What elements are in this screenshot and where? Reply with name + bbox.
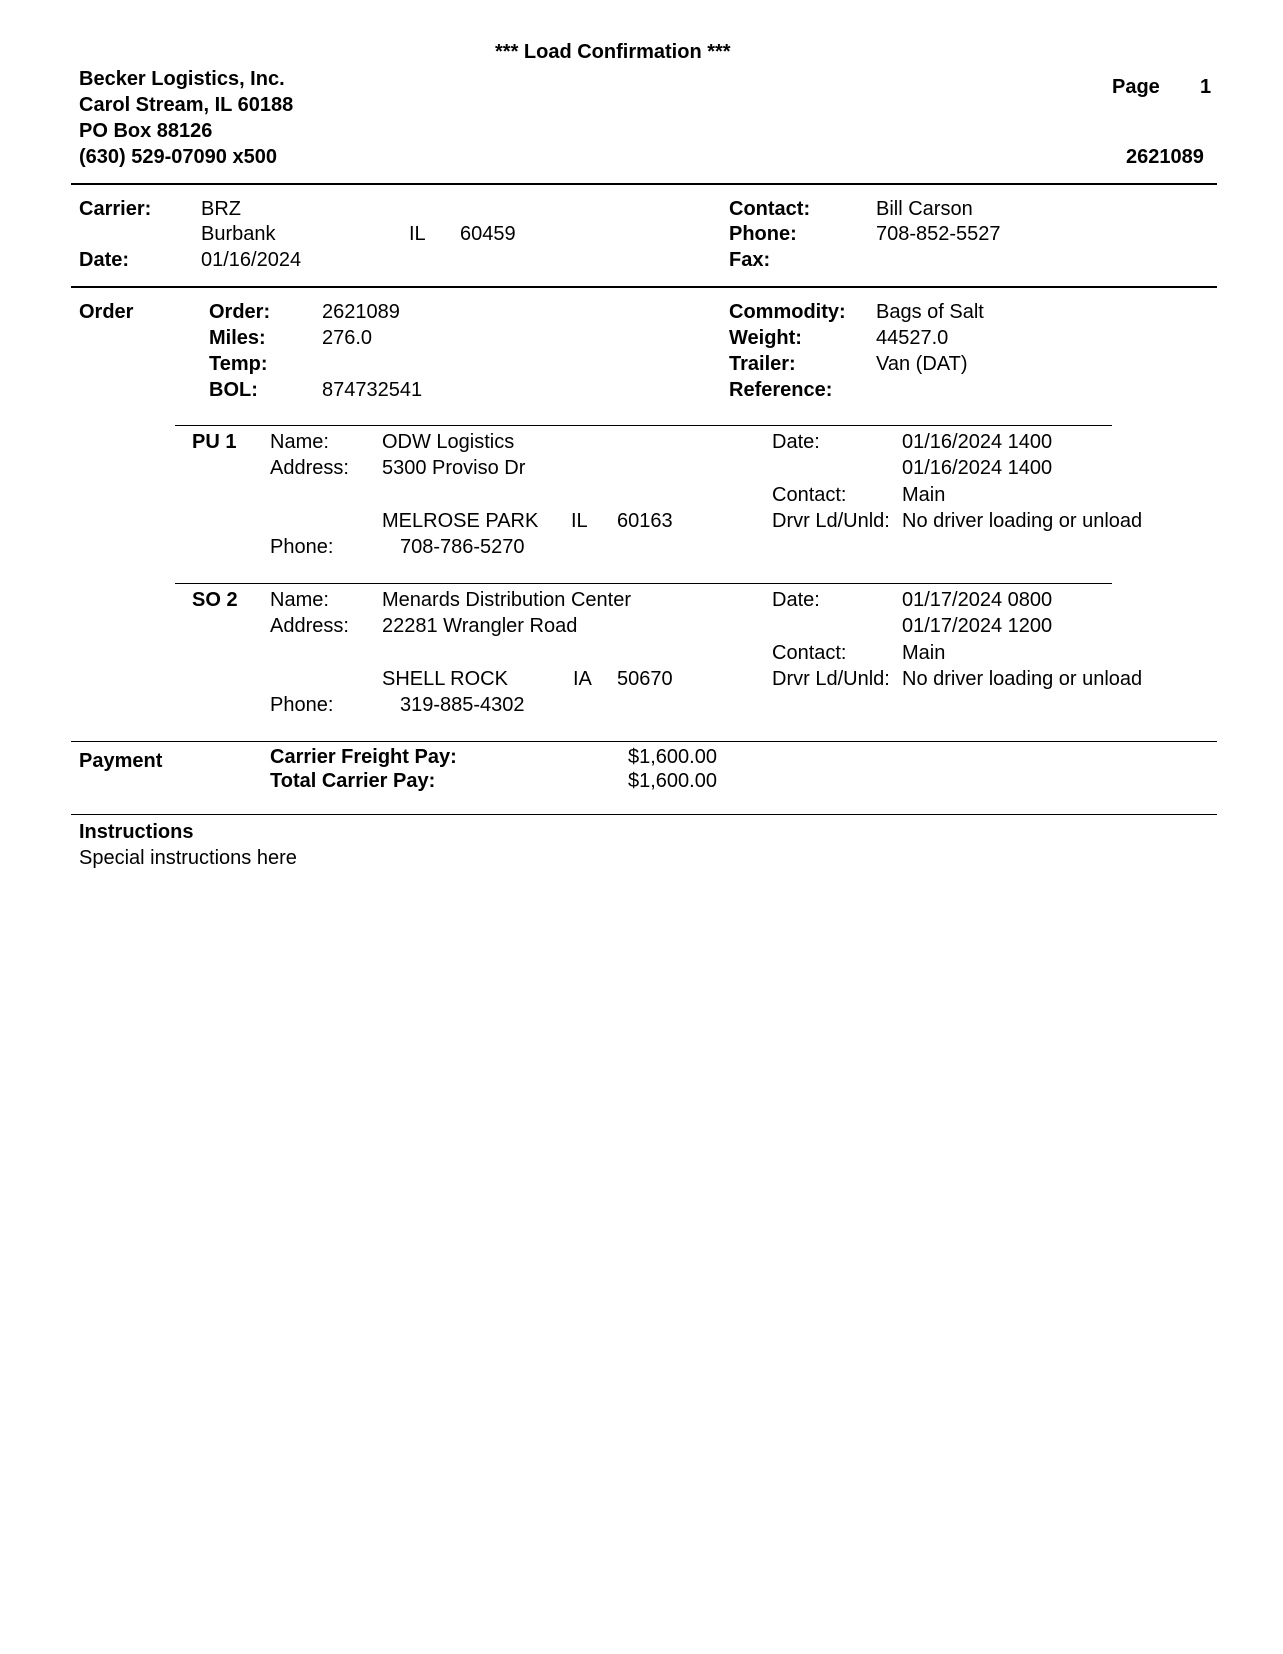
stop-contact: Main (902, 642, 946, 664)
reference-label: Reference: (729, 379, 833, 401)
company-name: Becker Logistics, Inc. (79, 68, 285, 90)
stop-code: SO 2 (192, 589, 238, 611)
trailer-value: Van (DAT) (876, 353, 968, 375)
stop-name: ODW Logistics (382, 431, 515, 453)
freight-pay-value: $1,600.00 (628, 746, 717, 768)
stop-date-start: 01/17/2024 0800 (902, 589, 1053, 611)
stop-drvr: No driver loading or unload (902, 510, 1143, 532)
stop-date-label: Date: (772, 589, 820, 611)
stop-divider (175, 583, 1112, 584)
phone-value: 708-852-5527 (876, 223, 1001, 245)
instructions-divider (71, 814, 1217, 815)
carrier-date: 01/16/2024 (201, 249, 302, 271)
commodity-value: Bags of Salt (876, 301, 984, 323)
order-value: 2621089 (322, 301, 400, 323)
stop-contact-label: Contact: (772, 642, 847, 664)
fax-label: Fax: (729, 249, 771, 271)
stop-date-end: 01/17/2024 1200 (902, 615, 1053, 637)
instructions-text: Special instructions here (79, 847, 297, 869)
weight-label: Weight: (729, 327, 802, 349)
stop-phone-label: Phone: (270, 536, 334, 558)
stop-city: SHELL ROCK (382, 668, 508, 690)
stop-contact-label: Contact: (772, 484, 847, 506)
contact-value: Bill Carson (876, 198, 973, 220)
stop-state: IL (571, 510, 588, 532)
miles-value: 276.0 (322, 327, 373, 349)
carrier-label: Carrier: (79, 198, 152, 220)
doc-number: 2621089 (1126, 146, 1204, 168)
temp-label: Temp: (209, 353, 268, 375)
document-title: *** Load Confirmation *** (495, 41, 731, 63)
order-label: Order: (209, 301, 271, 323)
total-pay-label: Total Carrier Pay: (270, 770, 436, 792)
instructions-label: Instructions (79, 821, 194, 843)
payment-divider (71, 741, 1217, 742)
stop-phone-label: Phone: (270, 694, 334, 716)
payment-section-label: Payment (79, 750, 163, 772)
stop-name-label: Name: (270, 589, 329, 611)
miles-label: Miles: (209, 327, 266, 349)
stop-phone: 708-786-5270 (400, 536, 525, 558)
stop-zip: 60163 (617, 510, 673, 532)
stop-date-label: Date: (772, 431, 820, 453)
stop-state: IA (573, 668, 592, 690)
page-number: 1 (1200, 76, 1212, 98)
company-phone: (630) 529-07090 x500 (79, 146, 277, 168)
stop-name-label: Name: (270, 431, 329, 453)
page-label: Page (1112, 76, 1160, 98)
total-pay-value: $1,600.00 (628, 770, 717, 792)
stop-date-start: 01/16/2024 1400 (902, 431, 1053, 453)
commodity-label: Commodity: (729, 301, 846, 323)
company-po-box: PO Box 88126 (79, 120, 213, 142)
stop-zip: 50670 (617, 668, 673, 690)
order-section-label: Order (79, 301, 134, 323)
stop-code: PU 1 (192, 431, 237, 453)
carrier-date-label: Date: (79, 249, 130, 271)
bol-value: 874732541 (322, 379, 423, 401)
stop-date-end: 01/16/2024 1400 (902, 457, 1053, 479)
stop-name: Menards Distribution Center (382, 589, 631, 611)
contact-label: Contact: (729, 198, 811, 220)
carrier-name: BRZ (201, 198, 241, 220)
carrier-divider (71, 286, 1217, 288)
stop-address-label: Address: (270, 457, 349, 479)
stop-address: 5300 Proviso Dr (382, 457, 526, 479)
carrier-zip: 60459 (460, 223, 516, 245)
carrier-state: IL (409, 223, 426, 245)
stop-city: MELROSE PARK (382, 510, 539, 532)
weight-value: 44527.0 (876, 327, 949, 349)
stop-phone: 319-885-4302 (400, 694, 525, 716)
stop-contact: Main (902, 484, 946, 506)
trailer-label: Trailer: (729, 353, 796, 375)
freight-pay-label: Carrier Freight Pay: (270, 746, 457, 768)
stop-address-label: Address: (270, 615, 349, 637)
company-city: Carol Stream, IL 60188 (79, 94, 294, 116)
header-divider (71, 183, 1217, 185)
bol-label: BOL: (209, 379, 258, 401)
stop-divider (175, 425, 1112, 426)
stop-address: 22281 Wrangler Road (382, 615, 578, 637)
phone-label: Phone: (729, 223, 797, 245)
stop-drvr-label: Drvr Ld/Unld: (772, 668, 890, 690)
stop-drvr-label: Drvr Ld/Unld: (772, 510, 890, 532)
carrier-city: Burbank (201, 223, 276, 245)
stop-drvr: No driver loading or unload (902, 668, 1143, 690)
